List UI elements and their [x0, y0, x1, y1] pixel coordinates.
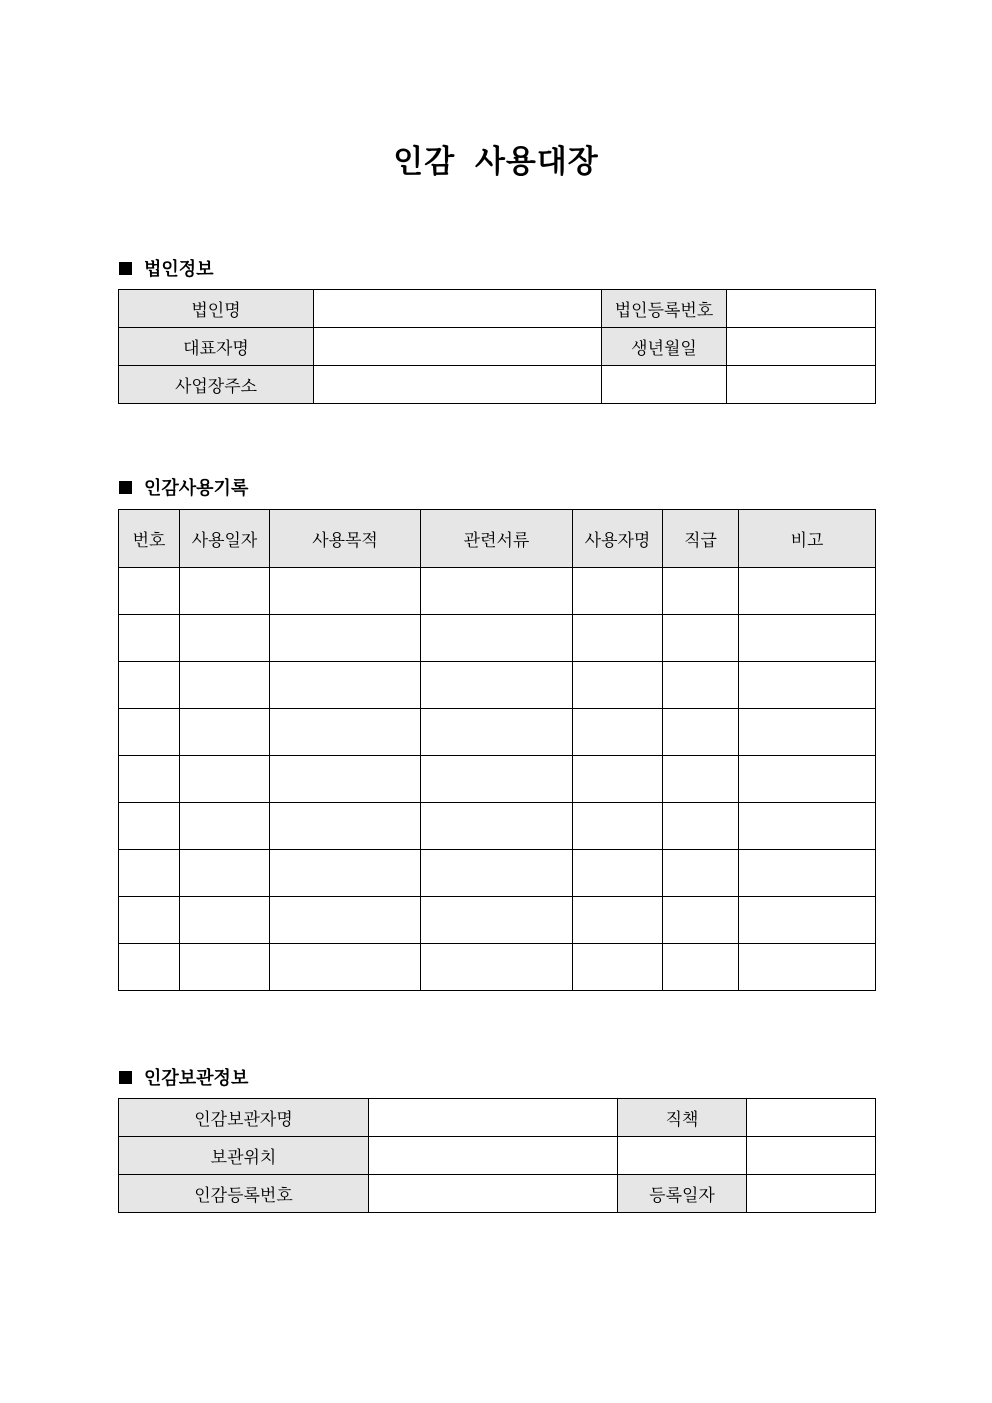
cell-position[interactable]	[663, 662, 739, 709]
cell-number[interactable]	[119, 615, 180, 662]
table-row	[119, 662, 876, 709]
table-row	[119, 290, 876, 328]
cell-remarks[interactable]	[739, 615, 876, 662]
section-heading-keeper-info	[119, 1064, 248, 1090]
cell-purpose[interactable]	[270, 709, 421, 756]
cell-remarks[interactable]	[739, 944, 876, 991]
section-title: 법인정보	[144, 259, 214, 280]
cell-number[interactable]	[119, 662, 180, 709]
cell-position[interactable]	[663, 803, 739, 850]
table-row	[119, 709, 876, 756]
corp-info-table	[118, 289, 876, 404]
corp-name-field[interactable]	[314, 290, 602, 328]
cell-user-name[interactable]	[573, 568, 663, 615]
section-title: 인감보관정보	[144, 1068, 249, 1089]
cell-position[interactable]	[663, 615, 739, 662]
table-row	[119, 756, 876, 803]
cell-use-date[interactable]	[180, 897, 270, 944]
column-header-related-docs: 관련서류	[421, 510, 573, 568]
storage-location-field[interactable]	[369, 1137, 618, 1175]
cell-purpose[interactable]	[270, 803, 421, 850]
cell-user-name[interactable]	[573, 756, 663, 803]
column-header-user-name: 사용자명	[573, 510, 663, 568]
cell-position[interactable]	[663, 756, 739, 803]
cell-purpose[interactable]	[270, 756, 421, 803]
cell-position[interactable]	[663, 709, 739, 756]
black-square-icon	[119, 1071, 132, 1084]
cell-related-docs[interactable]	[421, 756, 573, 803]
cell-position[interactable]	[663, 568, 739, 615]
cell-user-name[interactable]	[573, 944, 663, 991]
cell-remarks[interactable]	[739, 897, 876, 944]
cell-use-date[interactable]	[180, 944, 270, 991]
cell-user-name[interactable]	[573, 615, 663, 662]
cell-use-date[interactable]	[180, 803, 270, 850]
cell-related-docs[interactable]	[421, 662, 573, 709]
cell-position[interactable]	[663, 850, 739, 897]
table-header-row	[119, 510, 876, 568]
table-row	[119, 615, 876, 662]
cell-number[interactable]	[119, 803, 180, 850]
table-row	[119, 568, 876, 615]
table-row	[119, 1099, 876, 1137]
corp-reg-number-label: 법인등록번호	[602, 290, 727, 328]
table-row	[119, 328, 876, 366]
blank-cell[interactable]	[727, 366, 876, 404]
cell-related-docs[interactable]	[421, 803, 573, 850]
table-row	[119, 897, 876, 944]
cell-related-docs[interactable]	[421, 850, 573, 897]
cell-position[interactable]	[663, 897, 739, 944]
cell-user-name[interactable]	[573, 850, 663, 897]
reg-date-field[interactable]	[747, 1175, 876, 1213]
cell-purpose[interactable]	[270, 568, 421, 615]
seal-keeper-name-label: 인감보관자명	[119, 1099, 369, 1137]
cell-number[interactable]	[119, 944, 180, 991]
column-header-use-date: 사용일자	[180, 510, 270, 568]
keeper-position-label: 직책	[618, 1099, 747, 1137]
cell-number[interactable]	[119, 709, 180, 756]
cell-number[interactable]	[119, 756, 180, 803]
section-heading-corp-info	[119, 255, 214, 281]
storage-location-label: 보관위치	[119, 1137, 369, 1175]
cell-related-docs[interactable]	[421, 709, 573, 756]
business-address-field[interactable]	[314, 366, 602, 404]
column-header-number: 번호	[119, 510, 180, 568]
cell-use-date[interactable]	[180, 568, 270, 615]
representative-name-label: 대표자명	[119, 328, 314, 366]
seal-keeper-table	[118, 1098, 876, 1213]
table-row	[119, 803, 876, 850]
cell-use-date[interactable]	[180, 709, 270, 756]
corp-name-label: 법인명	[119, 290, 314, 328]
page-title: 인감 사용대장	[393, 144, 599, 180]
section-title: 인감사용기록	[144, 478, 249, 499]
business-address-label: 사업장주소	[119, 366, 314, 404]
black-square-icon	[119, 481, 132, 494]
table-row	[119, 1137, 876, 1175]
cell-remarks[interactable]	[739, 803, 876, 850]
cell-purpose[interactable]	[270, 944, 421, 991]
table-row	[119, 366, 876, 404]
column-header-remarks: 비고	[739, 510, 876, 568]
section-heading-usage-record	[119, 474, 248, 500]
blank-cell[interactable]	[602, 366, 727, 404]
reg-date-label: 등록일자	[618, 1175, 747, 1213]
cell-remarks[interactable]	[739, 709, 876, 756]
cell-use-date[interactable]	[180, 615, 270, 662]
cell-related-docs[interactable]	[421, 615, 573, 662]
column-header-purpose: 사용목적	[270, 510, 421, 568]
seal-keeper-name-field[interactable]	[369, 1099, 618, 1137]
cell-user-name[interactable]	[573, 897, 663, 944]
cell-use-date[interactable]	[180, 850, 270, 897]
cell-remarks[interactable]	[739, 568, 876, 615]
birth-date-field[interactable]	[727, 328, 876, 366]
keeper-position-field[interactable]	[747, 1099, 876, 1137]
representative-name-field[interactable]	[314, 328, 602, 366]
column-header-position: 직급	[663, 510, 739, 568]
cell-remarks[interactable]	[739, 850, 876, 897]
blank-cell[interactable]	[618, 1137, 747, 1175]
cell-number[interactable]	[119, 568, 180, 615]
table-row	[119, 1175, 876, 1213]
cell-remarks[interactable]	[739, 662, 876, 709]
blank-cell[interactable]	[747, 1137, 876, 1175]
cell-purpose[interactable]	[270, 850, 421, 897]
seal-reg-number-label: 인감등록번호	[119, 1175, 369, 1213]
cell-purpose[interactable]	[270, 615, 421, 662]
cell-related-docs[interactable]	[421, 944, 573, 991]
cell-purpose[interactable]	[270, 662, 421, 709]
cell-user-name[interactable]	[573, 709, 663, 756]
table-row	[119, 944, 876, 991]
cell-related-docs[interactable]	[421, 568, 573, 615]
corp-reg-number-field[interactable]	[727, 290, 876, 328]
table-row	[119, 850, 876, 897]
usage-record-table	[118, 509, 876, 991]
cell-purpose[interactable]	[270, 897, 421, 944]
birth-date-label: 생년월일	[602, 328, 727, 366]
cell-related-docs[interactable]	[421, 897, 573, 944]
cell-use-date[interactable]	[180, 662, 270, 709]
cell-number[interactable]	[119, 850, 180, 897]
cell-remarks[interactable]	[739, 756, 876, 803]
cell-use-date[interactable]	[180, 756, 270, 803]
cell-user-name[interactable]	[573, 662, 663, 709]
seal-reg-number-field[interactable]	[369, 1175, 618, 1213]
cell-position[interactable]	[663, 944, 739, 991]
cell-number[interactable]	[119, 897, 180, 944]
cell-user-name[interactable]	[573, 803, 663, 850]
black-square-icon	[119, 262, 132, 275]
